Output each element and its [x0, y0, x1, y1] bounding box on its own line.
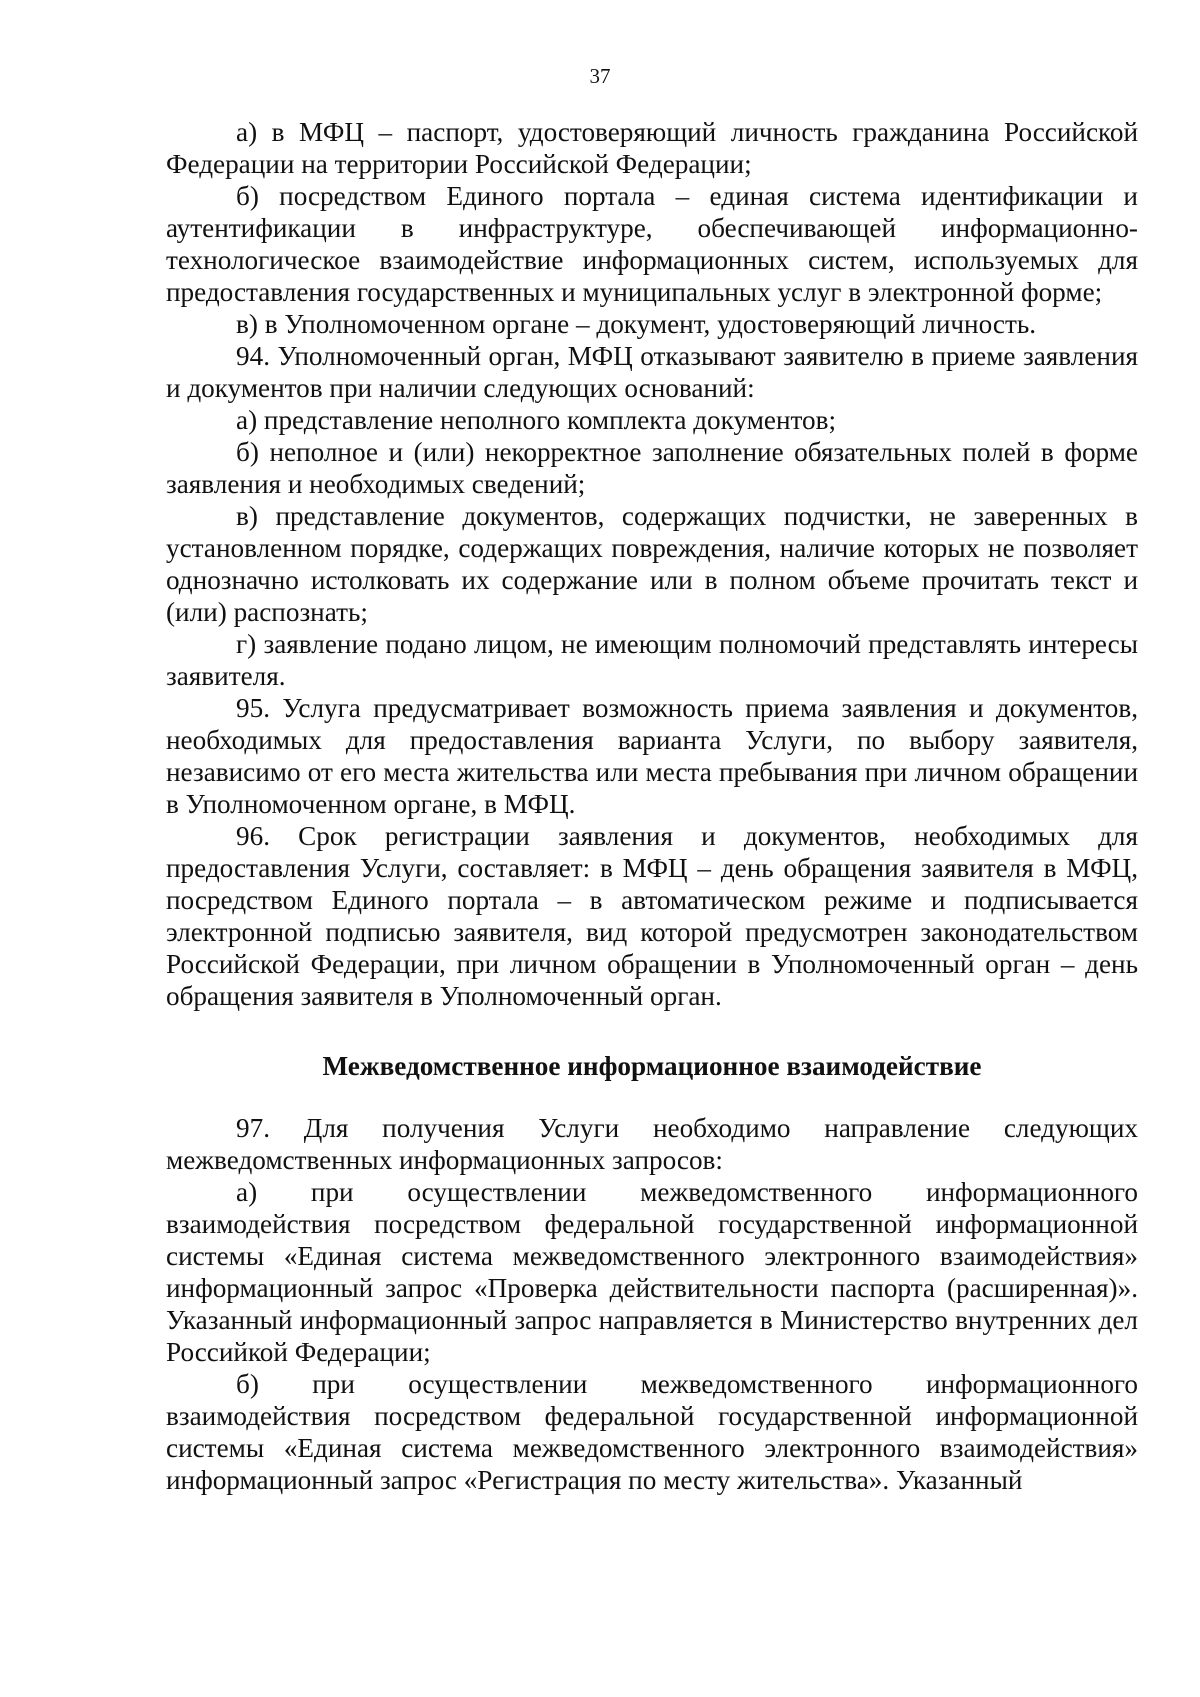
paragraph-97-a: а) при осуществлении межведомственного информационного взаимодействия посредством федеральной государственной информационной системы «Единая система межведомственного электронного взаимодействия» информационный запрос «Проверка действительности паспорта (расширенная)». Указанный информационный запрос направляется в Министерство внутренних дел Российкой Федерации; [166, 1177, 1138, 1367]
document-body [166, 116, 1138, 1496]
section-heading: Межведомственное информационное взаимодействие [322, 1051, 982, 1081]
paragraph-94-a: а) представление неполного комплекта документов; [236, 405, 837, 435]
paragraph-94-g: г) заявление подано лицом, не имеющим полномочий представлять интересы заявителя. [166, 629, 1138, 691]
paragraph-item-b: б) посредством Единого портала – единая система идентификации и аутентификации в инфраструктуре, обеспечивающей информационно-технологическое взаимодействие информационных систем, используемых для предоставления государственных и муниципальных услуг в электронной форме; [166, 181, 1138, 307]
paragraph-97-b: б) при осуществлении межведомственного информационного взаимодействия посредством федеральной государственной информационной системы «Единая система межведомственного электронного взаимодействия» информационный запрос «Регистрация по месту жительства». Указанный [166, 1369, 1138, 1495]
page-number: 37 [589, 64, 611, 88]
paragraph-94-v: в) представление документов, содержащих подчистки, не заверенных в установленном порядке, содержащих повреждения, наличие которых не позволяет однозначно истолковать их содержание или в полном объеме прочитать текст и (или) распознать; [166, 501, 1138, 627]
paragraph-97: 97. Для получения Услуги необходимо направление следующих межведомственных информационных запросов: [166, 1113, 1138, 1175]
paragraph-95: 95. Услуга предусматривает возможность приема заявления и документов, необходимых для предоставления варианта Услуги, по выбору заявителя, независимо от его места жительства или места пребывания при личном обращении в Уполномоченном органе, в МФЦ. [166, 693, 1138, 819]
paragraph-96: 96. Срок регистрации заявления и документов, необходимых для предоставления Услуги, составляет: в МФЦ – день обращения заявителя в МФЦ, посредством Единого портала – в автоматическом режиме и подписывается электронной подписью заявителя, вид которой предусмотрен законодательством Российской Федерации, при личном обращении в Уполномоченный орган – день обращения заявителя в Уполномоченный орган. [166, 821, 1138, 1011]
paragraph-item-v: в) в Уполномоченном органе – документ, удостоверяющий личность. [236, 309, 1037, 339]
paragraph-94: 94. Уполномоченный орган, МФЦ отказывают заявителю в приеме заявления и документов при наличии следующих оснований: [166, 341, 1138, 403]
paragraph-94-b: б) неполное и (или) некорректное заполнение обязательных полей в форме заявления и необходимых сведений; [166, 437, 1138, 499]
paragraph-item-a: а) в МФЦ – паспорт, удостоверяющий личность гражданина Российской Федерации на территории Российской Федерации; [166, 117, 1138, 179]
